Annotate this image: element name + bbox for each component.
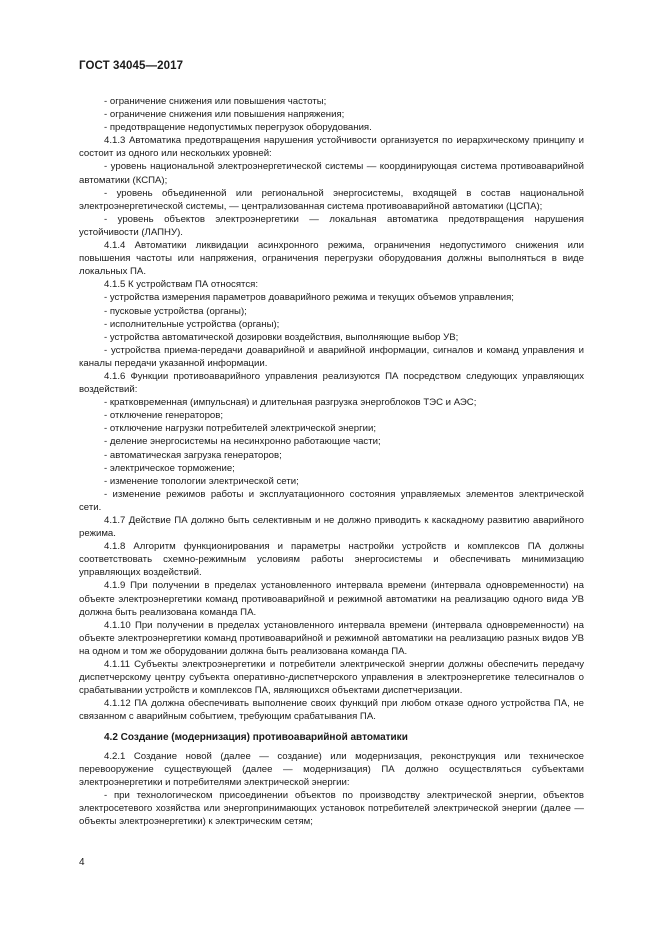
document-body xyxy=(79,95,584,828)
paragraph-4-1-6: 4.1.6 Функции противоаварийного управления реализуются ПА посредством следующих управляющих воздействий: xyxy=(79,370,584,396)
list-item: - электрическое торможение; xyxy=(104,462,235,474)
list-item: - ограничение снижения или повышения напряжения; xyxy=(104,109,345,121)
list-item: - при технологическом присоединении объектов по производству электрической энергии, объектов электросетевого хозяйства или энергопринимающих установок потребителей электрической энергии (далее — объекты электроэнергетики) к электрическим сетям; xyxy=(79,789,584,828)
list-item: - изменение топологии электрической сети; xyxy=(104,475,299,487)
paragraph-4-1-12: 4.1.12 ПА должна обеспечивать выполнение своих функций при любом отказе одного устройства ПА, не связанном с аварийным событием, требующим срабатывания ПА. xyxy=(79,698,584,723)
paragraph-4-1-7: 4.1.7 Действие ПА должно быть селективным и не должно приводить к каскадному развитию аварийного режима. xyxy=(79,515,584,540)
paragraph-4-1-8: 4.1.8 Алгоритм функционирования и параметры настройки устройств и комплексов ПА должны соответствовать схемно-режимным условиям работы энергосистемы и обеспечивать минимизацию управляющих воздействий. xyxy=(79,541,584,579)
list-item: - деление энергосистемы на несинхронно работающие части; xyxy=(104,436,381,448)
page-number: 4 xyxy=(79,857,85,868)
list-item: - устройства измерения параметров доаварийного режима и текущих объемов управления; xyxy=(104,292,514,304)
list-item: - кратковременная (импульсная) и длительная разгрузка энергоблоков ТЭС и АЭС; xyxy=(104,397,477,409)
document-code-header: ГОСТ 34045—2017 xyxy=(79,60,184,72)
list-item: - ограничение снижения или повышения частоты; xyxy=(104,96,327,107)
section-heading-4-2: 4.2 Создание (модернизация) противоаварийной автоматики xyxy=(104,731,408,743)
list-item: - уровень объединенной или региональной энергосистемы, входящей в состав национальной электроэнергетической системы, — централизованная система противоаварийной автоматики (ЦСПА); xyxy=(79,187,584,212)
list-item: - уровень национальной электроэнергетической системы — координирующая система противоаварийной автоматики (КСПА); xyxy=(79,161,584,186)
paragraph-4-1-3: 4.1.3 Автоматика предотвращения нарушения устойчивости организуется по иерархическому принципу и состоит из одного или нескольких уровней: xyxy=(79,135,584,160)
list-item: - отключение генераторов; xyxy=(104,410,224,422)
list-item: - уровень объектов электроэнергетики — локальная автоматика предотвращения нарушения устойчивости (ЛАПНУ). xyxy=(79,213,584,238)
paragraph-4-1-4: 4.1.4 Автоматики ликвидации асинхронного режима, ограничения недопустимого снижения или повышения частоты или напряжения, ограничения перегрузки оборудования должны выполняться в виде локальных ПА. xyxy=(79,240,584,278)
list-item: - исполнительные устройства (органы); xyxy=(104,318,280,330)
paragraph-4-2-1: 4.2.1 Создание новой (далее — создание) или модернизация, реконструкция или техническое перевооружение существующей (далее — модернизация) ПА должно осуществляться субъектами электроэнергетики и потребителями электрической энергии: xyxy=(79,750,584,788)
paragraph-4-1-9: 4.1.9 При получении в пределах установленного интервала времени (интервала одновременности) на объекте электроэнергетики команд противоаварийной и режимной автоматики на реализацию одного вида УВ должна быть реализована команда ПА. xyxy=(79,580,584,618)
list-item: - пусковые устройства (органы); xyxy=(104,305,247,317)
list-item: - отключение нагрузки потребителей электрической энергии; xyxy=(104,423,376,435)
paragraph-4-1-11: 4.1.11 Субъекты электроэнергетики и потребители электрической энергии должны обеспечить передачу диспетчерскому центру субъекта оперативно-диспетчерского управления в электроэнергетике телесигналов о срабатывании устройств и комплексов ПА, являющихся объектами диспетчеризации. xyxy=(79,659,584,697)
list-item: - предотвращение недопустимых перегрузок оборудования. xyxy=(104,122,372,134)
list-item: - устройства приема-передачи доаварийной и аварийной информации, сигналов и команд управления и каналы передачи указанной информации. xyxy=(79,344,584,369)
paragraph-4-1-10: 4.1.10 При получении в пределах установленного интервала времени (интервала одновременности) на объекте электроэнергетики команд противоаварийной и режимной автоматики на реализацию разных видов УВ на одном и том же оборудовании должна быть реализована команда ПА. xyxy=(79,619,584,657)
list-item: - изменение режимов работы и эксплуатационного состояния управляемых элементов электрической сети. xyxy=(79,488,584,513)
list-item: - устройства автоматической дозировки воздействия, выполняющие выбор УВ; xyxy=(104,331,459,343)
list-item: - автоматическая загрузка генераторов; xyxy=(104,449,282,461)
paragraph-4-1-5: 4.1.5 К устройствам ПА относятся: xyxy=(104,279,258,291)
